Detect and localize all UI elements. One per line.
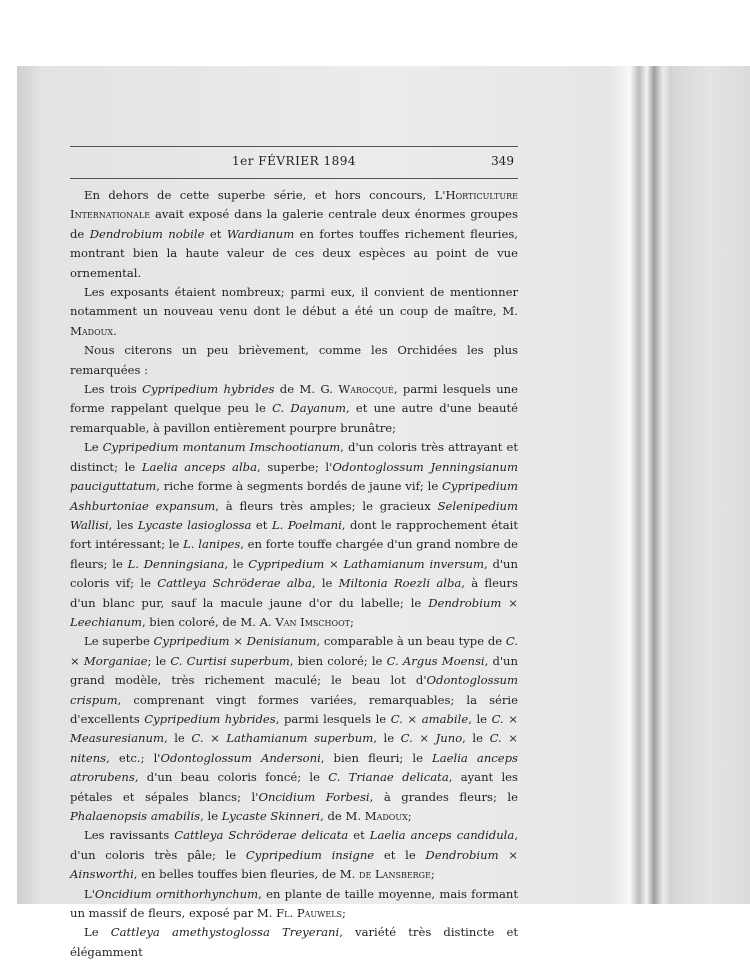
paragraph (70, 283, 518, 341)
species-name: Odontoglossum Andersoni (160, 750, 321, 765)
species-name: C. × Juno (400, 731, 463, 746)
person-name: Van Imschoot (275, 614, 350, 629)
text-run: , bien fleuri; le (320, 750, 433, 765)
text-run: ; (342, 906, 346, 921)
text-run: et le (374, 847, 426, 862)
species-name: C. Curtisi superbum (170, 653, 290, 668)
species-name: C. × nitens (70, 731, 518, 765)
species-name: L. Denningsiana (127, 556, 225, 571)
text-run: , d'un coloris vif; le (70, 556, 518, 591)
species-name: C. Argus Moensi (386, 653, 485, 668)
person-name: Madoux (70, 323, 114, 338)
species-name: Cattleya Schröderae delicata (174, 828, 349, 843)
text-run: . (113, 323, 117, 338)
text-run: , d'un coloris très attrayant et distinct; le (70, 440, 518, 474)
text-run: , superbe; l' (257, 459, 333, 474)
paragraph (70, 438, 518, 632)
text-run: Nous citerons un peu brièvement, comme les Orchidées les plus remarquées : (70, 343, 518, 377)
text-run: , en belles touffes bien fleuries, de M. (133, 867, 360, 882)
text-run: , bien coloré, de M. A. (141, 614, 276, 629)
paragraph (70, 923, 518, 962)
species-name: Cypripedium insigne (245, 847, 375, 862)
text-run: , d'un beau coloris foncé; le (134, 770, 329, 785)
text-run: Le (84, 925, 111, 940)
text-run: , le (373, 731, 401, 746)
species-name: Odontoglossum crispum (70, 673, 518, 707)
species-name: Laelia anceps atrorubens (70, 750, 519, 785)
species-name: L. lanipes (183, 537, 241, 552)
text-run: , comprenant vingt formes variées, remarquables; la série d'excellents (70, 692, 518, 726)
text-run: Le superbe (84, 634, 154, 649)
species-name: Dendrobium × Ainsworthi (70, 847, 518, 882)
species-name: Odontoglossum Jenningsianum pauciguttatum (70, 459, 518, 494)
page-margin-right (672, 66, 750, 904)
text-run: et (348, 828, 370, 843)
text-run: Les trois (84, 382, 143, 397)
text-run: ; (430, 867, 435, 882)
page-number: 349 (491, 154, 514, 168)
text-run: L' (84, 886, 95, 901)
species-name: Cattleya amethystoglossa Treyerani (110, 925, 340, 940)
species-name: C. × Lathamianum superbum (191, 731, 374, 746)
person-name: Fl. Pauwels (276, 906, 343, 921)
text-run: ; (349, 614, 354, 629)
page-edge-curl (612, 66, 672, 904)
species-name: Phalaenopsis amabilis (70, 809, 201, 823)
species-name: C. × Measuresianum (70, 711, 519, 746)
species-name: Lycaste lasioglossa (137, 517, 252, 532)
paragraph (70, 632, 518, 826)
text-run: , parmi lesquels une forme rappelant quelque peu le (70, 382, 518, 416)
text-run: , le (468, 711, 492, 726)
text-run: , ayant les pétales et sépales blancs; l' (70, 770, 518, 804)
person-name: de Lansberge (359, 867, 431, 882)
article-body (70, 186, 518, 962)
species-name: Wardianum (226, 226, 295, 241)
paragraph (70, 380, 518, 438)
species-name: Oncidium ornithorhynchum (94, 886, 259, 901)
species-name: C. × amabile (390, 711, 469, 726)
species-name: Oncidium Forbesi (258, 789, 370, 804)
text-run: , à fleurs d'un blanc pur, sauf la macule jaune d'or du labelle; le (70, 576, 518, 610)
text-run: , le (311, 576, 339, 591)
person-name: Warocqué (338, 382, 394, 397)
species-name: Cypripedium × Lathamianum inversum (248, 556, 484, 571)
text-run: En dehors de cette superbe série, et hors concours, (84, 188, 435, 202)
text-run: , d'un coloris très pâle; le (70, 828, 518, 862)
header-rule-bottom (70, 178, 518, 179)
paragraph (70, 826, 518, 884)
species-name: C. Dayanum (272, 401, 346, 416)
text-run: , à fleurs très amples; le gracieux (215, 498, 438, 513)
header-date: 1er FÉVRIER 1894 (232, 154, 356, 168)
species-name: Cypripedium montanum Imschootianum (102, 440, 341, 455)
text-run: , le (163, 731, 192, 746)
species-name: Cypripedium hybrides (144, 711, 276, 726)
text-run: ; (407, 809, 412, 823)
running-header (70, 154, 518, 174)
text-run: , le (224, 556, 249, 571)
species-name: Dendrobium × Leechianum (70, 595, 518, 629)
text-run: , bien coloré; le (289, 653, 387, 668)
species-name: Cypripedium Ashburtoniae expansum (70, 479, 518, 513)
text-run: Les ravissants (84, 828, 175, 843)
text-run: , parmi lesquels le (275, 711, 391, 726)
text-run: de M. G. (274, 382, 339, 397)
person-name: L'Horticulture Internationale (70, 188, 518, 222)
species-name: Miltonia Roezli alba (338, 576, 462, 591)
species-name: Cypripedium hybrides (142, 382, 275, 397)
text-run: , le (200, 809, 222, 823)
text-run: , dont le rapprochement était fort intéressant; le (70, 517, 518, 552)
text-run: , en forte touffe chargée d'un grand nombre de fleurs; le (70, 537, 518, 571)
text-run: , riche forme à segments bordés de jaune vif; le (156, 479, 443, 494)
species-name: Selenipedium Wallisi (70, 498, 518, 532)
species-name: Cypripedium × Denisianum (153, 634, 317, 649)
text-run: Les exposants étaient nombreux; parmi eux, il convient de mentionner notamment un nouveau venu dont le début a été un coup de maître, M. (70, 285, 518, 319)
species-name: Cattleya Schröderae alba (157, 576, 312, 591)
text-run: , les (108, 517, 138, 532)
text-run: ; le (147, 653, 171, 668)
text-run: , variété très distincte et élégamment (70, 925, 518, 959)
text-run: , à grandes fleurs; le (369, 789, 518, 804)
text-run: , comparable à un beau type de (316, 634, 506, 649)
text-run: , en plante de taille moyenne, mais formant un massif de fleurs, exposé par M. (70, 886, 519, 921)
species-name: C. Trianae delicata (328, 770, 449, 785)
paragraph (70, 341, 518, 380)
species-name: L. Poelmani (271, 517, 342, 532)
text-run: , d'un grand modèle, très richement maculé; le beau lot d' (70, 653, 518, 688)
text-run: en fortes touffes richement fleuries, montrant bien la haute valeur de ces deux espèces au point de vue ornemental. (70, 226, 518, 280)
text-run: avait exposé dans la galerie centrale deux énormes groupes de (70, 207, 518, 241)
text-run: et (204, 226, 227, 241)
text-run: Le (84, 440, 103, 455)
person-name: Madoux (364, 809, 408, 823)
paragraph (70, 186, 518, 283)
text-run: et (251, 517, 272, 532)
header-rule-top (70, 146, 518, 147)
text-run: , etc.; l' (106, 750, 161, 765)
text-run: , le (462, 731, 490, 746)
text-run: , et une autre d'une beauté remarquable, à pavillon entièrement pourpre brunâtre; (70, 401, 518, 435)
species-name: Dendrobium nobile (89, 226, 205, 241)
species-name: Laelia anceps alba (141, 459, 257, 474)
species-name: Lycaste Skinneri (221, 809, 321, 823)
species-name: C. × Morganiae (70, 634, 518, 668)
paragraph (70, 885, 518, 924)
species-name: Laelia anceps candidula (369, 828, 515, 843)
text-run: , de M. (320, 809, 365, 823)
